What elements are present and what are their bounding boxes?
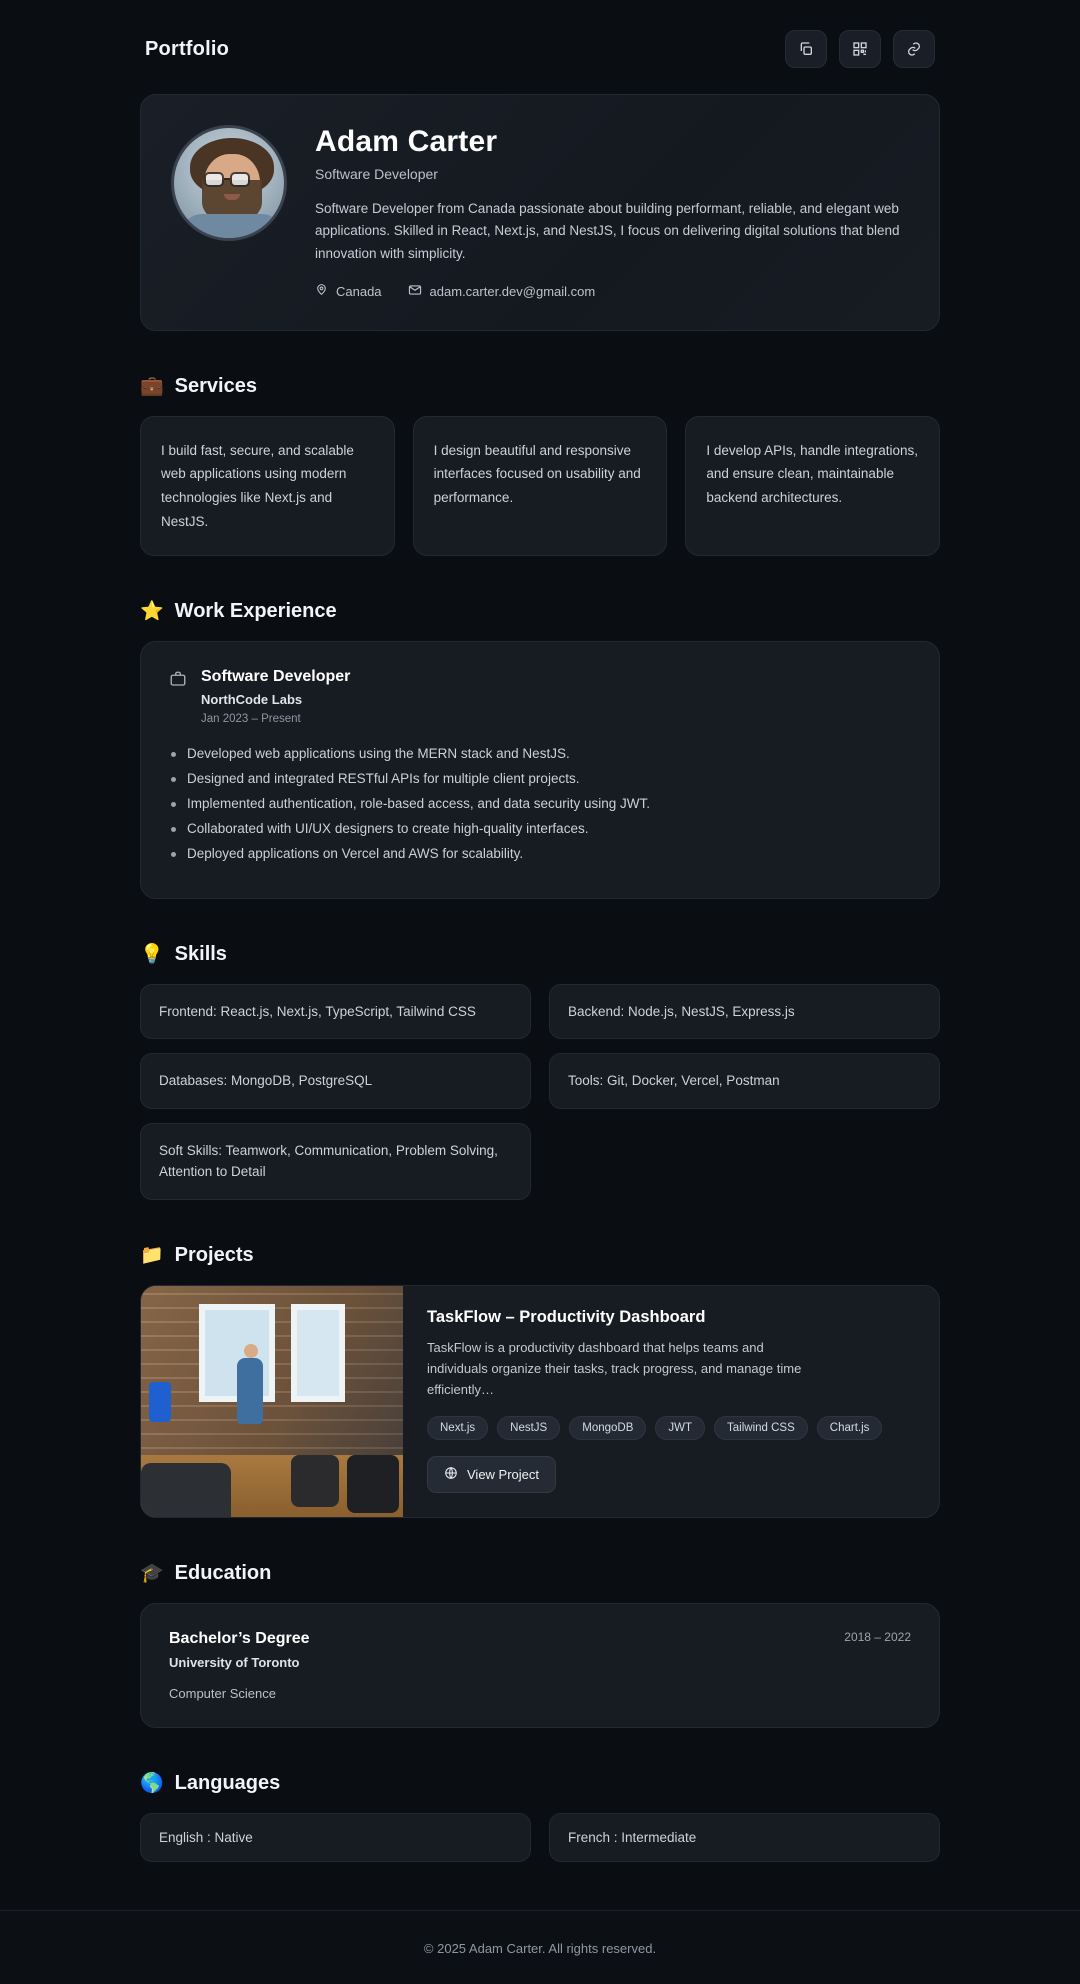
footer-text: © 2025 Adam Carter. All rights reserved. bbox=[423, 1941, 657, 1957]
project-image bbox=[141, 1286, 403, 1517]
profile-bio: Software Developer from Canada passionate about building performant, reliable, and elegant web applications. Skilled in React, Next.js, and NestJS, I focus on delivering digital solutions that blend innovation with simplicity. bbox=[315, 201, 900, 261]
folder-icon: 📁 bbox=[140, 1244, 164, 1266]
work-header bbox=[169, 668, 911, 725]
language-item: English : Native bbox=[140, 1813, 531, 1862]
profile-info bbox=[315, 125, 907, 300]
skill-item: Tools: Git, Docker, Vercel, Postman bbox=[549, 1053, 940, 1109]
briefcase-outline-icon bbox=[169, 670, 187, 693]
language-item: French : Intermediate bbox=[549, 1813, 940, 1862]
page-title: Portfolio bbox=[145, 37, 230, 60]
top-bar bbox=[0, 0, 1080, 86]
skill-item: Databases: MongoDB, PostgreSQL bbox=[140, 1053, 531, 1109]
work-bullet: Developed web applications using the MERN stack and NestJS. bbox=[169, 743, 911, 765]
skills-grid bbox=[140, 984, 940, 1200]
briefcase-icon: 💼 bbox=[140, 375, 164, 397]
globe-icon bbox=[444, 1466, 458, 1483]
footer bbox=[0, 1910, 1080, 1984]
section-title-work bbox=[140, 600, 940, 623]
qr-code-icon bbox=[852, 41, 868, 57]
work-dates: Jan 2023 – Present bbox=[201, 713, 301, 726]
work-position: Software Developer bbox=[201, 668, 351, 686]
profile-meta bbox=[315, 283, 907, 300]
profile-location: Canada bbox=[336, 283, 382, 299]
work-title: Work Experience bbox=[174, 600, 337, 623]
work-card bbox=[140, 641, 940, 898]
graduation-cap-icon: 🎓 bbox=[140, 1563, 164, 1585]
service-card: I develop APIs, handle integrations, and ensure clean, maintainable backend architectures. bbox=[685, 416, 940, 557]
work-bullet: Collaborated with UI/UX designers to create high-quality interfaces. bbox=[169, 818, 911, 840]
work-bullet: Designed and integrated RESTful APIs for multiple client projects. bbox=[169, 768, 911, 790]
section-title-projects bbox=[140, 1244, 940, 1267]
education-field: Computer Science bbox=[169, 1686, 276, 1702]
header-actions bbox=[785, 30, 1040, 68]
work-head-text bbox=[201, 668, 350, 725]
share-link-button[interactable] bbox=[893, 30, 935, 68]
services-title: Services bbox=[174, 374, 257, 397]
education-title: Education bbox=[174, 1562, 272, 1585]
view-project-label: View Project bbox=[467, 1467, 540, 1483]
service-card: I design beautiful and responsive interfaces focused on usability and performance. bbox=[413, 416, 668, 557]
qr-code-button[interactable] bbox=[839, 30, 881, 68]
section-title-services bbox=[140, 375, 940, 398]
education-details bbox=[169, 1630, 310, 1701]
project-tag: Next.js bbox=[427, 1416, 488, 1440]
section-title-languages bbox=[140, 1772, 940, 1795]
project-title: TaskFlow – Productivity Dashboard bbox=[427, 1307, 706, 1326]
project-body bbox=[403, 1286, 939, 1517]
globe-emoji-icon: 🌎 bbox=[140, 1773, 164, 1795]
work-bullet: Deployed applications on Vercel and AWS for scalability. bbox=[169, 843, 911, 865]
skill-item: Soft Skills: Teamwork, Communication, Problem Solving, Attention to Detail bbox=[140, 1123, 531, 1200]
languages-title: Languages bbox=[174, 1772, 281, 1795]
copy-button[interactable] bbox=[785, 30, 827, 68]
services-grid bbox=[140, 416, 940, 557]
project-tag: MongoDB bbox=[569, 1416, 646, 1440]
project-tag: Tailwind CSS bbox=[714, 1416, 808, 1440]
section-title-education bbox=[140, 1562, 940, 1585]
work-bullet: Implemented authentication, role-based access, and data security using JWT. bbox=[169, 793, 911, 815]
profile-role: Software Developer bbox=[315, 166, 438, 182]
project-tag: JWT bbox=[655, 1416, 705, 1440]
section-title-skills bbox=[140, 943, 940, 966]
link-icon bbox=[906, 41, 922, 57]
mail-icon bbox=[408, 283, 422, 300]
project-tag: Chart.js bbox=[817, 1416, 883, 1440]
education-school: University of Toronto bbox=[169, 1655, 300, 1671]
project-description: TaskFlow is a productivity dashboard that helps teams and individuals organize their tasks, track progress, and manage time efficiently… bbox=[427, 1339, 802, 1397]
work-bullets bbox=[169, 743, 911, 864]
profile-card bbox=[140, 94, 940, 331]
avatar bbox=[171, 125, 287, 241]
service-card: I build fast, secure, and scalable web applications using modern technologies like Next.js and NestJS. bbox=[140, 416, 395, 557]
skill-item: Frontend: React.js, Next.js, TypeScript, Tailwind CSS bbox=[140, 984, 531, 1040]
project-tag: NestJS bbox=[497, 1416, 560, 1440]
projects-title: Projects bbox=[174, 1243, 254, 1266]
skill-item: Backend: Node.js, NestJS, Express.js bbox=[549, 984, 940, 1040]
education-degree: Bachelor’s Degree bbox=[169, 1630, 310, 1648]
profile-name: Adam Carter bbox=[315, 125, 498, 158]
education-years: 2018 – 2022 bbox=[844, 1630, 911, 1645]
education-card bbox=[140, 1603, 940, 1728]
email-item[interactable] bbox=[408, 283, 596, 300]
copy-icon bbox=[798, 41, 814, 57]
project-card bbox=[140, 1285, 940, 1518]
work-company: NorthCode Labs bbox=[201, 692, 303, 708]
lightbulb-icon: 💡 bbox=[140, 943, 164, 965]
view-project-button[interactable] bbox=[427, 1456, 556, 1493]
star-icon: ⭐ bbox=[140, 601, 164, 623]
languages-grid bbox=[140, 1813, 940, 1862]
location-item bbox=[315, 283, 382, 299]
project-tags bbox=[427, 1416, 915, 1440]
skills-title: Skills bbox=[174, 942, 227, 965]
profile-email: adam.carter.dev@gmail.com bbox=[429, 283, 596, 299]
map-pin-icon bbox=[315, 283, 328, 299]
